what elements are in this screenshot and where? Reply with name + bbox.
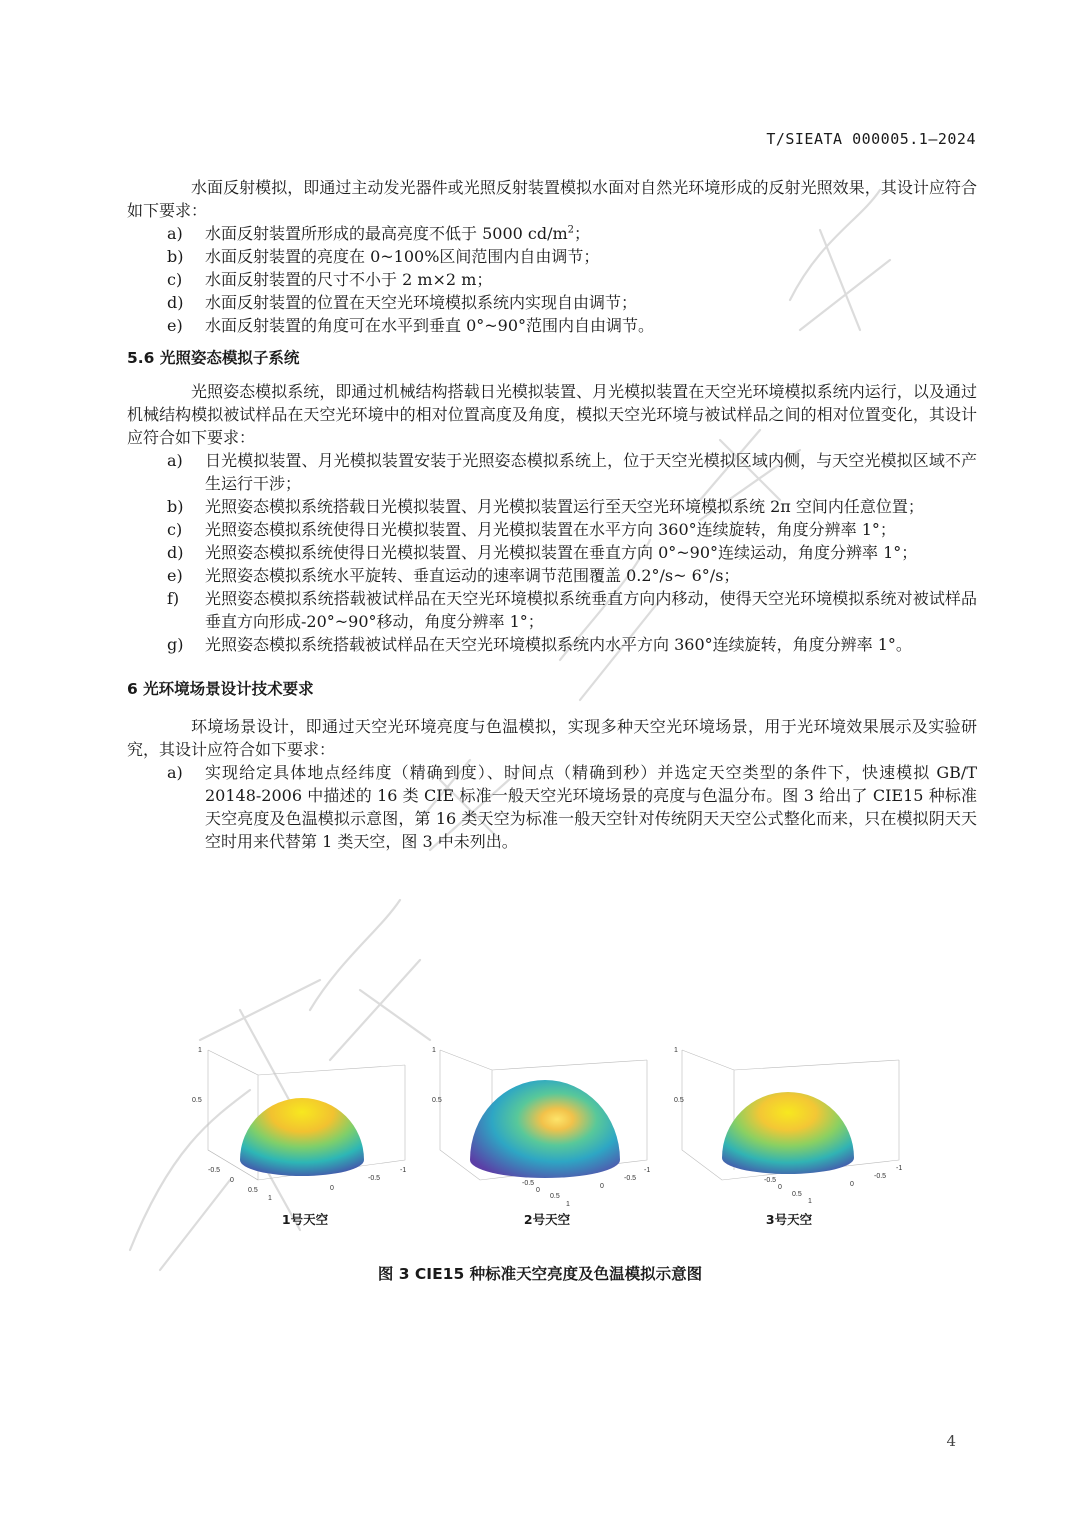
tick-label: 0 <box>536 1187 540 1194</box>
page-number: 4 <box>946 1432 956 1450</box>
tick-label: 0 <box>850 1181 854 1188</box>
tick-label: 1 <box>808 1198 812 1205</box>
list-item: a) 日光模拟装置、月光模拟装置安装于光照姿态模拟系统上，位于天空光模拟区域内侧，与天空光模拟区域不产生运行干涉； <box>167 451 977 493</box>
tick-label: 0.5 <box>674 1097 684 1104</box>
list-item: e) 光照姿态模拟系统水平旋转、垂直运动的速率调节范围覆盖 0.2°/s~ 6°/s； <box>167 566 740 585</box>
tick-label: -1 <box>400 1167 407 1174</box>
tick-label: -0.5 <box>624 1175 637 1182</box>
tick-label: -0.5 <box>208 1167 221 1174</box>
list-item: c) 水面反射装置的尺寸不小于 2 m×2 m； <box>167 270 493 289</box>
tick-label: 0 <box>600 1183 604 1190</box>
page-body <box>127 176 977 853</box>
list-item: c) 光照姿态模拟系统使得日光模拟装置、月光模拟装置在水平方向 360°连续旋转，角度分辨率 1°； <box>167 520 896 539</box>
tick-label: 1 <box>674 1047 678 1054</box>
tick-label: -0.5 <box>874 1173 887 1180</box>
list-item: f) 光照姿态模拟系统搭载被试样品在天空光环境模拟系统垂直方向内移动，使得天空光环境模拟系统对被试样品垂直方向形成-20°~90°移动，角度分辨率 1°； <box>167 589 977 631</box>
sky-plot-3 <box>674 1040 904 1240</box>
figure-caption: 图 3 CIE15 种标准天空亮度及色温模拟示意图 <box>377 1265 703 1283</box>
tick-label: -1 <box>644 1167 651 1174</box>
sky-plot-2 <box>432 1040 662 1240</box>
list-item: g) 光照姿态模拟系统搭载被试样品在天空光环境模拟系统内水平方向 360°连续旋转，角度分辨率 1°。 <box>167 635 912 654</box>
figure-3 <box>190 1040 930 1240</box>
section-heading-6: 6 光环境场景设计技术要求 <box>127 680 314 698</box>
list-item: a) 水面反射装置所形成的最高亮度不低于 5000 $cd/m^2$； <box>167 224 591 243</box>
section-paragraph: 光照姿态模拟系统，即通过机械结构搭载日光模拟装置、月光模拟装置在天空光环境模拟系统内运行，以及通过机械结构模拟被试样品在天空光环境中的相对位置高度及角度，模拟天空光环境与被试样品之间的相对位置变化，其设计应符合如下要求： <box>127 382 977 447</box>
sky-plot-1 <box>190 1040 420 1240</box>
hemisphere-plot <box>190 1040 420 1210</box>
list-item: b) 光照姿态模拟系统搭载日光模拟装置、月光模拟装置运行至天空光环境模拟系统 2π 空间内任意位置； <box>167 497 924 516</box>
list-item: d) 水面反射装置的位置在天空光环境模拟系统内实现自由调节； <box>167 293 638 312</box>
list-item: a) 实现给定具体地点经纬度（精确到度）、时间点（精确到秒）并选定天空类型的条件下，快速模拟 GB/T 20148-2006 中描述的 16 类 CIE 标准一般天空光环境场景的亮度与色温分布。图 3 给出了 CIE15 种标准天空亮度及色温模拟示意图，第 16 类天空为标准一般天空针对传统阴天天空公式整化而来，只在模拟阴天天空时用来代替第 1 类天空，图 3 中未列出。 <box>167 763 977 851</box>
list-item: b) 水面反射装置的亮度在 0~100%区间范围内自由调节； <box>167 247 600 266</box>
tick-label: 0.5 <box>432 1097 442 1104</box>
section-heading-5-6: 5.6 光照姿态模拟子系统 <box>127 349 300 367</box>
tick-label: -0.5 <box>368 1175 381 1182</box>
tick-label: 1 <box>268 1195 272 1202</box>
tick-label: -0.5 <box>522 1180 535 1187</box>
list-item: d) 光照姿态模拟系统使得日光模拟装置、月光模拟装置在垂直方向 0°~90°连续运动，角度分辨率 1°； <box>167 543 918 562</box>
list-item: e) 水面反射装置的角度可在水平到垂直 0°~90°范围内自由调节。 <box>167 316 655 335</box>
tick-label: 0.5 <box>248 1187 258 1194</box>
tick-label: -1 <box>896 1165 903 1172</box>
tick-label: -0.5 <box>764 1177 777 1184</box>
tick-label: 0.5 <box>792 1191 802 1198</box>
tick-label: 1 <box>198 1047 202 1054</box>
tick-label: 0.5 <box>192 1097 202 1104</box>
plot-label: 2号天空 <box>523 1212 571 1227</box>
hemisphere-plot <box>674 1040 914 1210</box>
tick-label: 0 <box>230 1177 234 1184</box>
plot-label: 3号天空 <box>765 1212 813 1227</box>
tick-label: 0.5 <box>550 1193 560 1200</box>
tick-label: 1 <box>432 1047 436 1054</box>
tick-label: 0 <box>330 1185 334 1192</box>
tick-label: 0 <box>778 1184 782 1191</box>
document-code: T/SIEATA 000005.1—2024 <box>766 130 976 148</box>
section-paragraph: 环境场景设计，即通过天空光环境亮度与色温模拟，实现多种天空光环境场景，用于光环境效果展示及实验研究，其设计应符合如下要求： <box>127 717 977 759</box>
intro-paragraph: 水面反射模拟，即通过主动发光器件或光照反射装置模拟水面对自然光环境形成的反射光照效果，其设计应符合如下要求： <box>127 178 977 220</box>
hemisphere-plot <box>432 1040 662 1210</box>
tick-label: 1 <box>566 1201 570 1208</box>
plot-label: 1号天空 <box>281 1212 329 1227</box>
